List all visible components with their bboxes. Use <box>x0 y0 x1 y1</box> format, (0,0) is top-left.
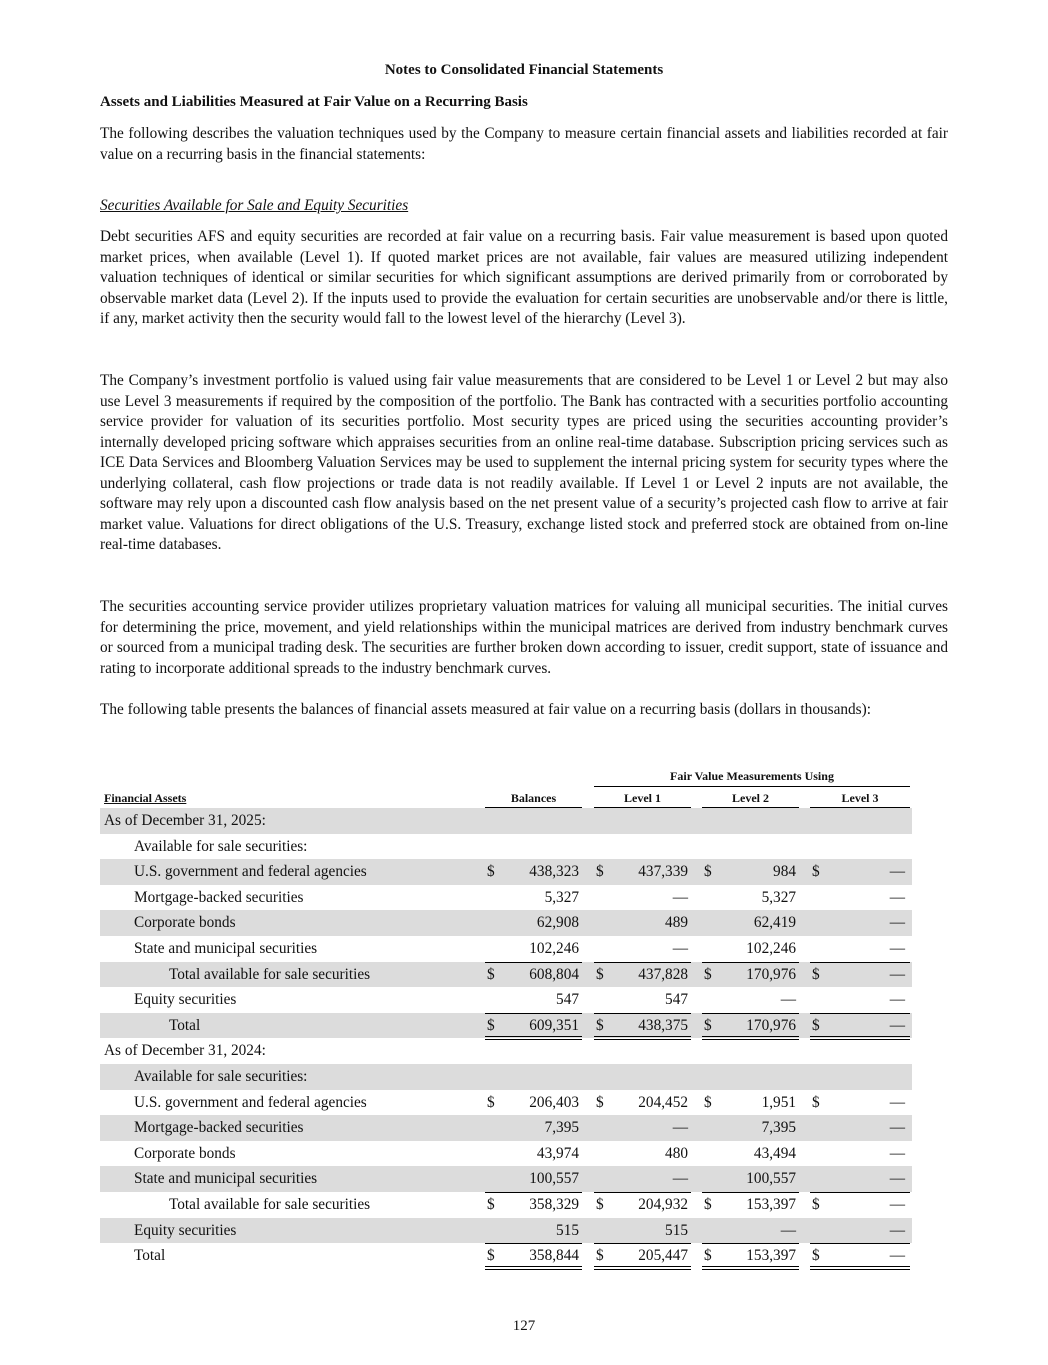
fair-value-table <box>100 766 912 1269</box>
currency-symbol: $ <box>812 1195 820 1213</box>
currency-symbol: $ <box>596 1247 604 1265</box>
cell-l2 <box>718 808 796 834</box>
cell-l1 <box>610 808 688 834</box>
currency-symbol: $ <box>812 1093 820 1111</box>
table-row <box>100 962 912 988</box>
currency-symbol: $ <box>704 863 712 881</box>
currency-symbol: $ <box>812 965 820 983</box>
cell-l2 <box>718 1038 796 1064</box>
row-label: Mortgage-backed securities <box>134 888 304 906</box>
currency-symbol: $ <box>596 1195 604 1213</box>
cell-l3: — <box>889 1119 905 1137</box>
row-label: U.S. government and federal agencies <box>134 863 367 881</box>
cell-bal: 547 <box>556 991 579 1009</box>
table-row <box>100 1218 912 1244</box>
currency-symbol: $ <box>596 1093 604 1111</box>
cell-l1 <box>610 834 688 860</box>
group-header-rule <box>594 786 910 787</box>
cell-l1: 204,932 <box>638 1195 688 1213</box>
cell-l1: — <box>672 939 688 957</box>
cell-l3: — <box>889 863 905 881</box>
cell-l3: — <box>889 991 905 1009</box>
currency-symbol: $ <box>596 863 604 881</box>
cell-l3: — <box>889 1247 905 1265</box>
currency-symbol: $ <box>704 965 712 983</box>
level3-header: Level 3 <box>841 791 879 805</box>
cell-l1 <box>610 1038 688 1064</box>
cell-l2: 984 <box>773 863 796 881</box>
cell-l2: — <box>780 991 796 1009</box>
total-double-rule <box>485 1266 582 1270</box>
cell-l2: 170,976 <box>746 965 796 983</box>
row-label: Total <box>134 1247 166 1265</box>
table-row <box>100 885 912 911</box>
table-row <box>100 1090 912 1116</box>
table-row <box>100 1038 912 1064</box>
cell-l3 <box>825 1038 905 1064</box>
subtotal-rule <box>810 1192 910 1193</box>
cell-l2 <box>718 834 796 860</box>
subtotal-rule <box>594 1243 691 1244</box>
currency-symbol: $ <box>487 965 495 983</box>
cell-l1: 489 <box>665 914 688 932</box>
total-double-rule <box>702 1266 799 1270</box>
row-label: State and municipal securities <box>134 939 318 957</box>
cell-l3 <box>825 834 905 860</box>
cell-l1: 547 <box>665 991 688 1009</box>
table-row <box>100 1013 912 1039</box>
row-label: State and municipal securities <box>134 1170 318 1188</box>
cell-l3: — <box>889 1093 905 1111</box>
cell-l2 <box>718 1064 796 1090</box>
cell-l3: — <box>889 1170 905 1188</box>
fair-value-measurements-header: Fair Value Measurements Using <box>670 769 834 783</box>
row-label: As of December 31, 2024: <box>104 1042 266 1060</box>
cell-bal: 609,351 <box>529 1016 579 1034</box>
cell-l3 <box>825 1064 905 1090</box>
cell-l2: 1,951 <box>761 1093 796 1111</box>
cell-bal: 43,974 <box>536 1144 579 1162</box>
table-row <box>100 1064 912 1090</box>
row-label: Available for sale securities: <box>134 1067 308 1085</box>
table-row <box>100 1243 912 1269</box>
cell-bal: 5,327 <box>544 888 579 906</box>
table-row <box>100 1115 912 1141</box>
intro-paragraph: The following describes the valuation techniques used by the Company to measure certain financial assets and liabilities recorded at fair value on a recurring basis in the financial statements: <box>100 125 948 163</box>
table-row <box>100 834 912 860</box>
paragraph-debt-securities: Debt securities AFS and equity securities are recorded at fair value on a recurring basis. Fair value measurement is based upon quoted market prices, when available (Level 1). If quoted market prices are not available, fair values are measured utilizing independent valuation techniques of identical or similar securities for which significant assumptions are derived primarily from or corroborated by observable market data (Level 2). If the inputs used to provide the evaluation for certain securities are unobservable and/or there is little, if any, market activity then the security would fall to the lowest level of the hierarchy (Level 3). <box>100 228 948 327</box>
table-row <box>100 1192 912 1218</box>
cell-l1: 437,828 <box>638 965 688 983</box>
cell-l3: — <box>889 1195 905 1213</box>
subtotal-rule <box>702 1013 799 1014</box>
subtotal-rule <box>702 962 799 963</box>
cell-bal: 62,908 <box>536 914 579 932</box>
currency-symbol: $ <box>596 1016 604 1034</box>
cell-l2: 62,419 <box>753 914 796 932</box>
cell-bal <box>500 1038 579 1064</box>
row-label: Total available for sale securities <box>169 1195 371 1213</box>
financial-assets-header: Financial Assets <box>104 791 187 805</box>
cell-l1: 205,447 <box>638 1247 688 1265</box>
paragraph-table-intro: The following table presents the balances of financial assets measured at fair value on a recurring basis (dollars in thousands): <box>100 701 871 718</box>
row-label: Available for sale securities: <box>134 837 308 855</box>
cell-l2: 153,397 <box>746 1247 796 1265</box>
row-label: Total <box>169 1016 201 1034</box>
subtotal-rule <box>485 1013 582 1014</box>
cell-l2: — <box>780 1221 796 1239</box>
cell-l3: — <box>889 888 905 906</box>
cell-l2: 43,494 <box>753 1144 796 1162</box>
cell-l3: — <box>889 914 905 932</box>
cell-l3: — <box>889 1016 905 1034</box>
row-label: Mortgage-backed securities <box>134 1119 304 1137</box>
subtotal-rule <box>702 1192 799 1193</box>
balances-header: Balances <box>510 791 557 805</box>
currency-symbol: $ <box>704 1195 712 1213</box>
cell-l3: — <box>889 1144 905 1162</box>
subtotal-rule <box>594 962 691 963</box>
cell-bal: 206,403 <box>529 1093 579 1111</box>
currency-symbol: $ <box>596 965 604 983</box>
table-body <box>100 808 912 1269</box>
cell-l3: — <box>889 1221 905 1239</box>
row-label: Equity securities <box>134 1221 237 1239</box>
row-label: U.S. government and federal agencies <box>134 1093 367 1111</box>
cell-bal: 608,804 <box>529 965 579 983</box>
row-label: Corporate bonds <box>134 914 236 932</box>
table-row <box>100 910 912 936</box>
cell-l1: — <box>672 1119 688 1137</box>
total-double-rule <box>810 1266 910 1270</box>
currency-symbol: $ <box>487 863 495 881</box>
cell-bal: 515 <box>556 1221 579 1239</box>
subtotal-rule <box>485 962 582 963</box>
cell-l2: 7,395 <box>761 1119 796 1137</box>
cell-l2: 153,397 <box>746 1195 796 1213</box>
currency-symbol: $ <box>487 1247 495 1265</box>
cell-bal: 358,329 <box>529 1195 579 1213</box>
cell-l3: — <box>889 965 905 983</box>
row-label: As of December 31, 2025: <box>104 812 266 829</box>
currency-symbol: $ <box>812 1247 820 1265</box>
table-column-header-row <box>100 788 912 808</box>
currency-symbol: $ <box>487 1093 495 1111</box>
subtotal-rule <box>810 1243 910 1244</box>
cell-bal: 438,323 <box>529 863 579 881</box>
currency-symbol: $ <box>812 863 820 881</box>
cell-bal <box>500 808 579 834</box>
cell-l1: 437,339 <box>638 863 688 881</box>
cell-l2: 102,246 <box>746 939 796 957</box>
table-group-header-row <box>100 766 912 788</box>
subtotal-rule <box>485 1192 582 1193</box>
section-subheading: Assets and Liabilities Measured at Fair Value on a Recurring Basis <box>100 94 528 110</box>
cell-l1: — <box>672 1170 688 1188</box>
table-row <box>100 1141 912 1167</box>
total-double-rule <box>594 1266 691 1270</box>
cell-l1: 480 <box>665 1144 688 1162</box>
table-row <box>100 936 912 962</box>
currency-symbol: $ <box>487 1195 495 1213</box>
row-label: Total available for sale securities <box>169 965 371 983</box>
cell-l3 <box>825 808 905 834</box>
cell-l2: 170,976 <box>746 1016 796 1034</box>
table-row <box>100 808 912 834</box>
securities-section-heading: Securities Available for Sale and Equity Securities <box>100 197 409 214</box>
subtotal-rule <box>485 1243 582 1244</box>
level2-header: Level 2 <box>732 791 769 805</box>
paragraph-investment-portfolio: The Company’s investment portfolio is valued using fair value measurements that are considered to be Level 1 or Level 2 but may also use Level 3 measurements if required by the composition of the portfolio. The Bank has contracted with a securities portfolio accounting service provider for valuation of its securities portfolio. Most security types are priced using the securities accounting provider’s internally developed pricing software which appraises securities from an online real-time database. Subscription pricing services such as ICE Data Services and Bloomberg Valuation Services may be used to supplement the internal pricing system for security types where the underlying collateral, cash flow projections or trade data is not readily available. If Level 1 or Level 2 inputs are not available, the software may rely upon a discounted cash flow analysis based on the net present value of a security’s projected cash flow to arrive at fair market value. Valuations for direct obligations of the U.S. Treasury, exchange listed stock and preferred stock are obtained from on-line real-time databases. <box>100 372 948 553</box>
cell-l1: 204,452 <box>638 1093 688 1111</box>
currency-symbol: $ <box>704 1247 712 1265</box>
row-label: Corporate bonds <box>134 1144 236 1162</box>
cell-l1: 438,375 <box>638 1016 688 1034</box>
cell-l1: 515 <box>665 1221 688 1239</box>
currency-symbol: $ <box>704 1016 712 1034</box>
cell-bal: 100,557 <box>529 1170 579 1188</box>
cell-l2: 100,557 <box>746 1170 796 1188</box>
subtotal-rule <box>702 1243 799 1244</box>
row-label: Equity securities <box>134 991 237 1009</box>
cell-bal: 102,246 <box>529 939 579 957</box>
subtotal-rule <box>594 1192 691 1193</box>
paragraph-municipal-valuation: The securities accounting service provider utilizes proprietary valuation matrices for valuing all municipal securities. The initial curves for determining the price, movement, and yield relationships within the municipal matrices are derived from industry benchmark curves or sourced from a municipal trading desk. The securities are further broken down according to issuer, credit support, state of issuance and rating to incorporate additional spreads to the industry benchmark curves. <box>100 598 948 677</box>
cell-l1: — <box>672 888 688 906</box>
table-row <box>100 1166 912 1192</box>
subtotal-rule <box>810 1013 910 1014</box>
currency-symbol: $ <box>704 1093 712 1111</box>
document-title: Notes to Consolidated Financial Statements <box>384 62 664 78</box>
subtotal-rule <box>810 962 910 963</box>
cell-bal: 7,395 <box>544 1119 579 1137</box>
page-number: 127 <box>512 1318 536 1334</box>
table-row <box>100 859 912 885</box>
table-row <box>100 987 912 1013</box>
currency-symbol: $ <box>487 1016 495 1034</box>
subtotal-rule <box>594 1013 691 1014</box>
cell-l2: 5,327 <box>761 888 796 906</box>
cell-bal <box>500 834 579 860</box>
cell-l1 <box>610 1064 688 1090</box>
currency-symbol: $ <box>812 1016 820 1034</box>
cell-l3: — <box>889 939 905 957</box>
cell-bal: 358,844 <box>529 1247 579 1265</box>
cell-bal <box>500 1064 579 1090</box>
level1-header: Level 1 <box>624 791 661 805</box>
